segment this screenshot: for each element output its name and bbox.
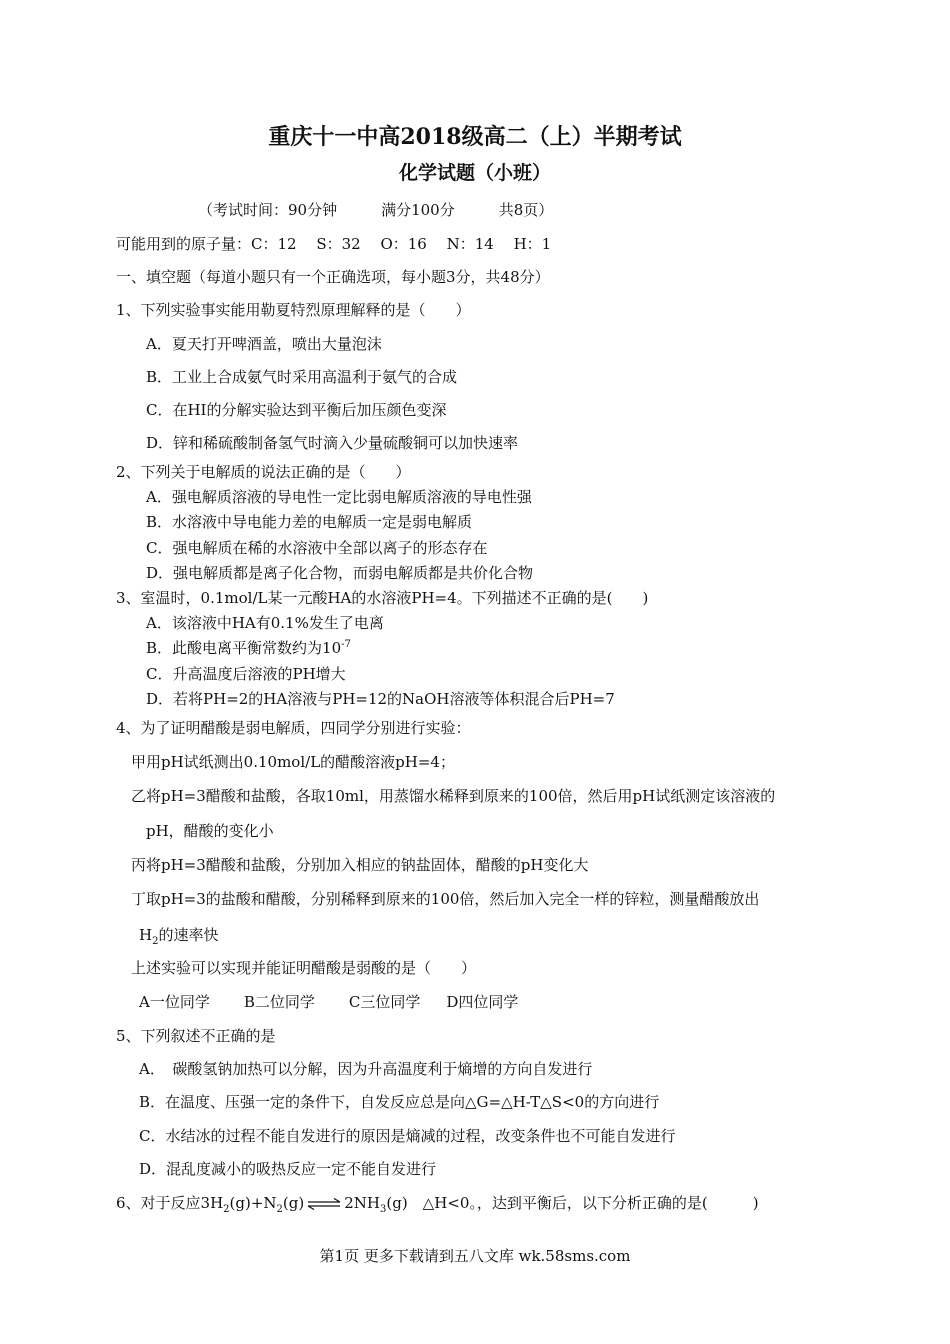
question-4-ask: 上述实验可以实现并能证明醋酸是弱酸的是（ ） [131,959,477,977]
question-3-option-b-text: B．此酸电离平衡常数约为10 [146,639,342,657]
question-4-options [139,992,518,1012]
question-4-student-yi: 乙将pH=3醋酸和盐酸，各取10ml，用蒸馏水稀释到原来的100倍，然后用pH试纸测定该溶液的 [131,787,776,805]
question-3-option-b-exponent: -7 [341,639,351,650]
exam-info-line [198,200,553,220]
question-5-option-d: D．混乱度减小的吸热反应一定不能自发进行 [139,1160,437,1178]
question-1-option-d: D．锌和稀硫酸制备氢气时滴入少量硫酸铜可以加快速率 [146,434,519,452]
q6-part-3: (g) [282,1194,305,1212]
question-1-option-c: C．在HI的分解实验达到平衡后加压颜色变深 [146,401,447,419]
full-score: 满分100分 [381,201,455,219]
q6-sub-1: 2 [223,1204,230,1215]
question-5-option-a: A． 碳酸氢钠加热可以分解，因为升高温度利于熵增的方向自发进行 [139,1060,593,1078]
question-1-stem: 1、下列实验事实能用勒夏特烈原理解释的是（ ） [116,301,471,319]
question-3-option-c: C．升高温度后溶液的PH增大 [146,665,346,683]
question-2-option-d: D．强电解质都是离子化合物，而弱电解质都是共价化合物 [146,564,534,582]
question-1-option-b: B．工业上合成氨气时采用高温利于氨气的合成 [146,368,458,386]
question-2-option-b: B．水溶液中导电能力差的电解质一定是弱电解质 [146,513,473,531]
exam-title: 重庆十一中高2018级高二（上）半期考试 [268,124,682,150]
q6-part-1: 6、对于反应3H [116,1194,224,1212]
question-2-stem: 2、下列关于电解质的说法正确的是（ ） [116,463,411,481]
question-3-stem: 3、室温时，0.1mol/L某一元酸HA的水溶液PH=4。下列描述不正确的是( ) [116,589,649,607]
question-5-option-b: B．在温度、压强一定的条件下，自发反应总是向△G=△H-T△S<0的方向进行 [139,1093,660,1111]
hydrogen-symbol: H [139,926,153,944]
question-4-option-c: C三位同学 [348,993,421,1011]
question-4-stem: 4、为了证明醋酸是弱电解质，四同学分别进行实验： [116,719,471,737]
question-4-option-a: A一位同学 [139,993,210,1011]
question-3-option-d: D．若将PH=2的HA溶液与PH=12的NaOH溶液等体积混合后PH=7 [146,690,615,708]
q6-part-5: (g) △H<0。，达到平衡后，以下分析正确的是( ) [386,1194,759,1212]
question-3-option-b [146,638,351,658]
exam-subtitle: 化学试题（小班） [398,162,551,184]
q6-part-4: 2NH [344,1194,380,1212]
question-5-stem: 5、下列叙述不正确的是 [116,1027,276,1045]
question-4-student-jia: 甲用pH试纸测出0.10mol/L的醋酸溶液pH=4； [131,753,455,771]
page-footer: 第1页 更多下载请到五八文库 wk.58sms.com [319,1247,631,1265]
equilibrium-arrow-icon [306,1198,342,1210]
question-1-option-a: A．夏天打开啤酒盖，喷出大量泡沫 [146,335,382,353]
q6-sub-3: 3 [379,1204,387,1215]
q6-sub-2: 2 [276,1204,283,1215]
question-4-student-bing: 丙将pH=3醋酸和盐酸，分别加入相应的钠盐固体，醋酸的pH变化大 [131,856,589,874]
page-count: 共8页） [498,201,554,219]
question-4-student-ding: 丁取pH=3的盐酸和醋酸，分别稀释到原来的100倍，然后加入完全一样的锌粒，测量醋酸放出 [131,890,760,908]
atomic-mass-line: 可能用到的原子量：C：12 S：32 O：16 N：14 H：1 [116,235,552,253]
question-2-option-a: A．强电解质溶液的导电性一定比弱电解质溶液的导电性强 [146,488,532,506]
question-4-option-d: D四位同学 [446,993,519,1011]
question-5-option-c: C．水结冰的过程不能自发进行的原因是熵减的过程，改变条件也不可能自发进行 [139,1127,676,1145]
q6-part-2: (g)+N [229,1194,277,1212]
question-4-student-yi-cont: pH，醋酸的变化小 [146,822,274,840]
hydrogen-subscript: 2 [152,936,159,947]
question-3-option-a: A．该溶液中HA有0.1%发生了电离 [146,614,384,632]
exam-time: （考试时间：90分钟 [198,201,338,219]
question-4-option-b: B二位同学 [243,993,315,1011]
question-4-student-ding-cont [139,925,218,945]
question-2-option-c: C．强电解质在稀的水溶液中全部以离子的形态存在 [146,539,488,557]
question-6-stem [116,1193,759,1213]
section-heading: 一、填空题（每道小题只有一个正确选项，每小题3分，共48分） [116,268,550,286]
ding-rest: 的速率快 [158,926,219,944]
